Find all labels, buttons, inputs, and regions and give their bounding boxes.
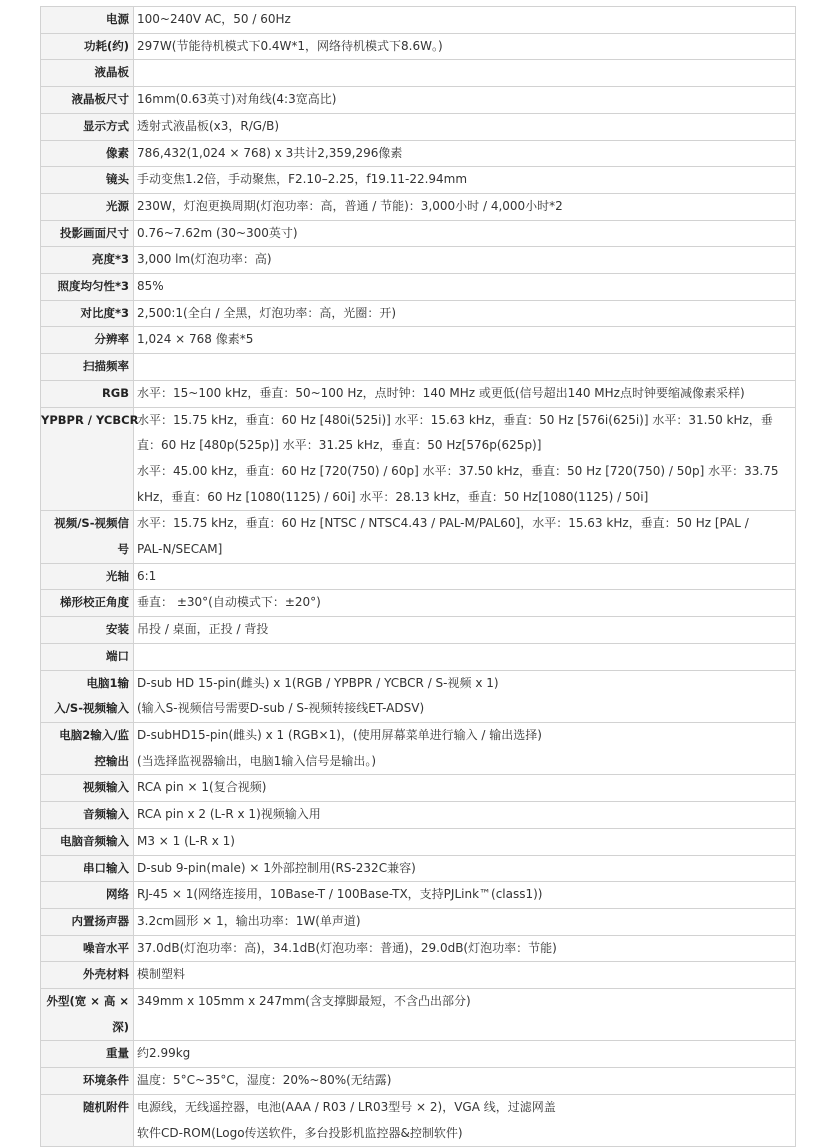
spec-label	[41, 617, 134, 644]
spec-value	[134, 300, 796, 327]
spec-row	[41, 828, 796, 855]
spec-label	[41, 882, 134, 909]
spec-value-line: M3 × 1 (L-R x 1)	[137, 833, 235, 848]
spec-value	[134, 855, 796, 882]
spec-value-line: 230W，灯泡更换周期(灯泡功率：高，普通 / 节能)：3,000小时 / 4,000小时*2	[137, 198, 563, 213]
spec-label-line: 镜头	[106, 172, 129, 187]
spec-row	[41, 33, 796, 60]
spec-label	[41, 407, 139, 511]
spec-label	[41, 380, 134, 407]
spec-label-line: 串口输入	[83, 860, 129, 875]
spec-label-line: 重量	[106, 1046, 129, 1061]
spec-row	[41, 962, 796, 989]
spec-label-line: 入/S-视频输入	[54, 701, 129, 716]
spec-value-line: 786,432(1,024 × 768) x 3共计2,359,296像素	[137, 145, 403, 160]
spec-value	[134, 775, 796, 802]
spec-value	[134, 563, 796, 590]
spec-row	[41, 775, 796, 802]
spec-row	[41, 300, 796, 327]
spec-label-line: 视频/S-视频信	[54, 516, 129, 531]
spec-value-line: 水平：15.75 kHz，垂直：60 Hz [480i(525i)] 水平：15.63 kHz，垂直：50 Hz [576i(625i)] 水平：31.50 kHz，垂	[137, 412, 773, 427]
spec-label-line: 像素	[106, 145, 129, 160]
spec-value-line: 温度：5°C~35°C，湿度：20%~80%(无结露)	[137, 1073, 392, 1088]
spec-row	[41, 563, 796, 590]
spec-label	[41, 563, 134, 590]
spec-value-line: 透射式液晶板(x3，R/G/B)	[137, 118, 280, 133]
spec-label-line: 噪音水平	[83, 940, 129, 955]
spec-label-line: 控输出	[94, 753, 129, 768]
spec-label	[41, 1068, 134, 1095]
spec-row	[41, 989, 796, 1041]
spec-label-line: 外型(宽 × 高 ×	[46, 994, 129, 1009]
spec-row	[41, 354, 796, 381]
spec-value	[134, 407, 796, 511]
spec-label	[41, 802, 134, 829]
spec-value	[134, 643, 796, 670]
spec-label-line: 环境条件	[83, 1073, 129, 1088]
spec-label	[41, 87, 134, 114]
spec-value-line: PAL-N/SECAM]	[137, 542, 223, 557]
spec-row	[41, 670, 796, 722]
spec-row	[41, 882, 796, 909]
spec-label-line: 端口	[106, 648, 129, 663]
spec-label-line: 投影画面尺寸	[60, 225, 129, 240]
spec-row	[41, 1041, 796, 1068]
spec-label-line: RGB	[101, 385, 129, 400]
spec-label	[41, 33, 134, 60]
spec-value-line: 水平：45.00 kHz，垂直：60 Hz [720(750) / 60p] 水平：37.50 kHz，垂直：50 Hz [720(750) / 50p] 水平：33.75	[137, 463, 779, 478]
spec-label-line: 亮度*3	[91, 252, 129, 267]
spec-label-line: 功耗(约)	[83, 38, 129, 53]
spec-value-line: RCA pin x 2 (L-R x 1)视频输入用	[137, 807, 321, 822]
spec-label-line: 光轴	[106, 568, 129, 583]
spec-value-line: 6:1	[137, 568, 157, 583]
spec-value	[134, 140, 796, 167]
spec-value-line: 垂直： ±30°(自动模式下：±20°)	[137, 595, 321, 610]
spec-value	[134, 193, 796, 220]
spec-value-line: D-sub 9-pin(male) × 1外部控制用(RS-232C兼容)	[137, 860, 416, 875]
spec-value	[134, 113, 796, 140]
spec-value	[134, 1094, 796, 1146]
spec-label	[41, 220, 134, 247]
spec-label	[41, 300, 134, 327]
spec-value	[134, 802, 796, 829]
spec-value-line: 3,000 lm(灯泡功率：高)	[137, 252, 272, 267]
spec-label-line: 液晶板尺寸	[71, 92, 129, 107]
spec-label-line: 分辨率	[94, 332, 129, 347]
spec-value-line: 约2.99kg	[137, 1046, 191, 1061]
spec-label	[41, 167, 134, 194]
spec-label	[41, 989, 134, 1041]
spec-value	[134, 935, 796, 962]
spec-label	[41, 1041, 134, 1068]
spec-label-line: 电脑1输	[86, 675, 129, 690]
spec-value	[134, 617, 796, 644]
spec-row	[41, 7, 796, 34]
spec-label-line: 内置扬声器	[71, 913, 129, 928]
spec-label	[41, 274, 134, 301]
spec-value-line: 模制塑料	[137, 967, 186, 982]
spec-label	[41, 327, 134, 354]
spec-label-line: 对比度*3	[80, 305, 129, 320]
spec-row	[41, 617, 796, 644]
spec-value	[134, 722, 796, 774]
spec-value-line: 电源线，无线遥控器，电池(AAA / R03 / LR03型号 × 2)，VGA 线，过滤网盖	[137, 1099, 556, 1114]
spec-value-line: (输入S-视频信号需要D-sub / S-视频转接线ET-ADSV)	[137, 701, 425, 716]
spec-label	[41, 247, 134, 274]
spec-row	[41, 327, 796, 354]
spec-value-line: 0.76~7.62m (30~300英寸)	[137, 225, 298, 240]
spec-value-line: RJ-45 × 1(网络连接用，10Base-T / 100Base-TX，支持PJLink™(class1))	[137, 887, 543, 902]
spec-row	[41, 511, 796, 563]
spec-value-line: (当选择监视器输出，电脑1输入信号是输出。)	[137, 753, 376, 768]
spec-row	[41, 407, 796, 511]
spec-value	[134, 511, 796, 563]
spec-label-line: 电脑音频输入	[60, 833, 129, 848]
spec-value-line: 1,024 × 768 像素*5	[137, 332, 254, 347]
spec-label	[41, 60, 134, 87]
spec-label	[41, 643, 134, 670]
spec-value	[134, 989, 796, 1041]
spec-label	[41, 511, 134, 563]
spec-label	[41, 855, 134, 882]
spec-value	[134, 1068, 796, 1095]
spec-row	[41, 167, 796, 194]
spec-label-line: 网络	[106, 887, 129, 902]
spec-label	[41, 828, 134, 855]
spec-value-line: 297W(节能待机模式下0.4W*1，网络待机模式下8.6W。)	[137, 38, 443, 53]
spec-value-line: RCA pin × 1(复合视频)	[137, 780, 267, 795]
spec-row	[41, 935, 796, 962]
spec-value-empty	[137, 354, 791, 380]
spec-value	[134, 590, 796, 617]
spec-label-line: 外壳材料	[83, 967, 129, 982]
spec-table-body	[41, 7, 796, 1147]
spec-label-line: 液晶板	[94, 65, 129, 80]
spec-label-line: YPBPR / YCBCR	[41, 412, 139, 427]
spec-row	[41, 1068, 796, 1095]
spec-value	[134, 220, 796, 247]
spec-row	[41, 722, 796, 774]
spec-row	[41, 802, 796, 829]
spec-row	[41, 590, 796, 617]
spec-label-line: 梯形校正角度	[60, 595, 129, 610]
spec-row	[41, 87, 796, 114]
spec-label	[41, 670, 134, 722]
spec-value-line: 手动变焦1.2倍，手动聚焦，F2.10–2.25，f19.11-22.94mm	[137, 172, 468, 187]
spec-label	[41, 193, 134, 220]
spec-value-empty	[137, 60, 791, 86]
spec-label-line: 显示方式	[83, 118, 129, 133]
spec-value	[134, 327, 796, 354]
spec-value	[134, 354, 796, 381]
spec-value-line: 直：60 Hz [480p(525p)] 水平：31.25 kHz，垂直：50 Hz[576p(625p)]	[137, 438, 542, 453]
spec-label-line: 照度均匀性*3	[57, 279, 129, 294]
spec-label-line: 光源	[106, 198, 129, 213]
spec-value	[134, 882, 796, 909]
spec-label	[41, 590, 134, 617]
spec-value	[134, 167, 796, 194]
spec-value	[134, 380, 796, 407]
spec-label-line: 电脑2输入/监	[59, 727, 129, 742]
spec-row	[41, 855, 796, 882]
spec-value-empty	[137, 644, 791, 670]
spec-label-line: 扫描频率	[83, 359, 129, 374]
spec-value-line: 3.2cm圆形 × 1，输出功率：1W(单声道)	[137, 913, 361, 928]
spec-row	[41, 274, 796, 301]
spec-label	[41, 1094, 134, 1146]
spec-value	[134, 274, 796, 301]
spec-row	[41, 380, 796, 407]
spec-value-line: 软件CD-ROM(Logo传送软件，多台投影机监控器&控制软件)	[137, 1125, 463, 1140]
spec-value	[134, 60, 796, 87]
spec-value-line: 水平：15.75 kHz，垂直：60 Hz [NTSC / NTSC4.43 / PAL-M/PAL60]，水平：15.63 kHz，垂直：50 Hz [PAL /	[137, 516, 749, 531]
spec-value-line: 2,500:1(全白 / 全黑，灯泡功率：高，光圈：开)	[137, 305, 397, 320]
spec-value	[134, 7, 796, 34]
spec-label-line: 深)	[112, 1019, 129, 1034]
spec-value	[134, 828, 796, 855]
spec-label	[41, 140, 134, 167]
spec-value-line: 85%	[137, 279, 164, 294]
spec-value	[134, 908, 796, 935]
spec-label-line: 安装	[106, 622, 129, 637]
spec-value-line: 100~240V AC，50 / 60Hz	[137, 12, 291, 26]
spec-row	[41, 247, 796, 274]
spec-label	[41, 113, 134, 140]
spec-value	[134, 1041, 796, 1068]
spec-value	[134, 87, 796, 114]
spec-row	[41, 140, 796, 167]
spec-value-line: 349mm x 105mm x 247mm(含支撑脚最短，不含凸出部分)	[137, 994, 471, 1009]
spec-value-line: 水平：15~100 kHz，垂直：50~100 Hz，点时钟：140 MHz 或更低(信号超出140 MHz点时钟要缩减像素采样)	[137, 385, 745, 400]
spec-row	[41, 220, 796, 247]
spec-value-line: 吊投 / 桌面，正投 / 背投	[137, 622, 269, 637]
spec-label	[41, 722, 134, 774]
spec-value	[134, 33, 796, 60]
spec-label	[41, 7, 134, 34]
spec-label-line: 视频输入	[83, 780, 129, 795]
spec-label-line: 电源	[106, 12, 129, 26]
spec-value	[134, 670, 796, 722]
spec-value-line: D-subHD15-pin(雌头) x 1 (RGB×1)，(使用屏幕菜单进行输入 / 输出选择)	[137, 727, 542, 742]
spec-row	[41, 193, 796, 220]
spec-label	[41, 354, 134, 381]
spec-label	[41, 775, 134, 802]
spec-value-line: D-sub HD 15-pin(雌头) x 1(RGB / YPBPR / YCBCR / S-视频 x 1)	[137, 675, 499, 690]
spec-value	[134, 247, 796, 274]
spec-label-line: 号	[117, 542, 129, 557]
spec-row	[41, 60, 796, 87]
spec-value-line: 37.0dB(灯泡功率：高)，34.1dB(灯泡功率：普通)，29.0dB(灯泡功率：节能)	[137, 940, 557, 955]
spec-value-line: kHz，垂直：60 Hz [1080(1125) / 60i] 水平：28.13 kHz，垂直：50 Hz[1080(1125) / 50i]	[137, 489, 649, 504]
spec-label	[41, 935, 134, 962]
spec-row	[41, 1094, 796, 1146]
spec-label	[41, 962, 134, 989]
spec-value-line: 16mm(0.63英寸)对角线(4:3宽高比)	[137, 92, 337, 107]
spec-row	[41, 643, 796, 670]
spec-label	[41, 908, 134, 935]
spec-row	[41, 908, 796, 935]
spec-table	[40, 6, 796, 1147]
spec-label-line: 随机附件	[83, 1099, 129, 1114]
spec-value	[134, 962, 796, 989]
spec-row	[41, 113, 796, 140]
spec-label-line: 音频输入	[83, 807, 129, 822]
